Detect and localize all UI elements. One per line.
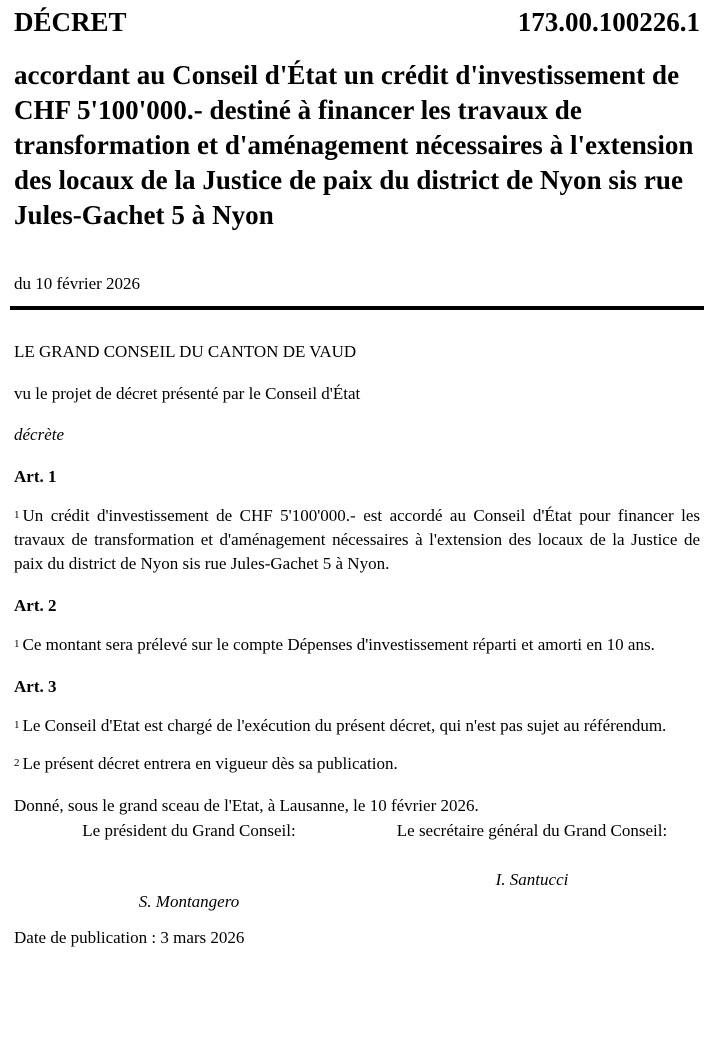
issuing-authority: LE GRAND CONSEIL DU CANTON DE VAUD — [14, 342, 357, 361]
document-type: DÉCRET — [14, 7, 127, 37]
secretary-name: I. Santucci — [495, 870, 569, 889]
paragraph-number: 1 — [14, 719, 20, 731]
header-row — [14, 0, 700, 40]
given-under-seal: Donné, sous le grand sceau de l'Etat, à Lausanne, le 10 février 2026. — [14, 796, 479, 815]
document-date: du 10 février 2026 — [14, 274, 141, 293]
article-1-heading: Art. 1 — [14, 467, 57, 486]
paragraph-text: Le présent décret entrera en vigueur dès sa publication. — [22, 754, 398, 773]
president-signature — [14, 820, 364, 913]
president-role: Le président du Grand Conseil: — [82, 821, 296, 840]
paragraph-text: Le Conseil d'Etat est chargé de l'exécution du présent décret, qui n'est pas sujet au référendum. — [22, 716, 667, 735]
paragraph-number: 1 — [14, 509, 20, 521]
article-1-paragraph-1 — [14, 504, 700, 576]
article-3-paragraph-1 — [14, 714, 700, 738]
preamble: vu le projet de décret présenté par le Conseil d'État — [14, 384, 361, 403]
document-number: 173.00.100226.1 — [517, 7, 700, 37]
paragraph-text: Un crédit d'investissement de CHF 5'100'000.- est accordé au Conseil d'État pour financer les travaux de transformation et d'aménagement nécessaires à l'extension des locaux de la Justice de paix du district de Nyon sis rue Jules-Gachet 5 à Nyon. — [14, 506, 700, 573]
signature-block — [14, 820, 700, 913]
article-3-heading: Art. 3 — [14, 677, 57, 696]
paragraph-number: 2 — [14, 757, 20, 769]
article-2-heading: Art. 2 — [14, 596, 57, 615]
document-title: accordant au Conseil d'État un crédit d'investissement de CHF 5'100'000.- destiné à financer les travaux de transformation et d'aménagement nécessaires à l'extension des locaux de la Justice de paix du district de Nyon sis rue Jules-Gachet 5 à Nyon — [14, 60, 694, 230]
secretary-signature — [364, 820, 700, 913]
secretary-role: Le secrétaire général du Grand Conseil: — [396, 821, 668, 840]
paragraph-text: Ce montant sera prélevé sur le compte Dépenses d'investissement réparti et amorti en 10 ans. — [22, 635, 655, 654]
publication-date: Date de publication : 3 mars 2026 — [14, 928, 245, 947]
paragraph-number: 1 — [14, 638, 20, 650]
header-divider — [10, 306, 704, 310]
president-name: S. Montangero — [138, 892, 240, 911]
article-3-paragraph-2 — [14, 752, 700, 776]
enacting-verb: décrète — [14, 425, 65, 444]
article-2-paragraph-1 — [14, 633, 700, 657]
